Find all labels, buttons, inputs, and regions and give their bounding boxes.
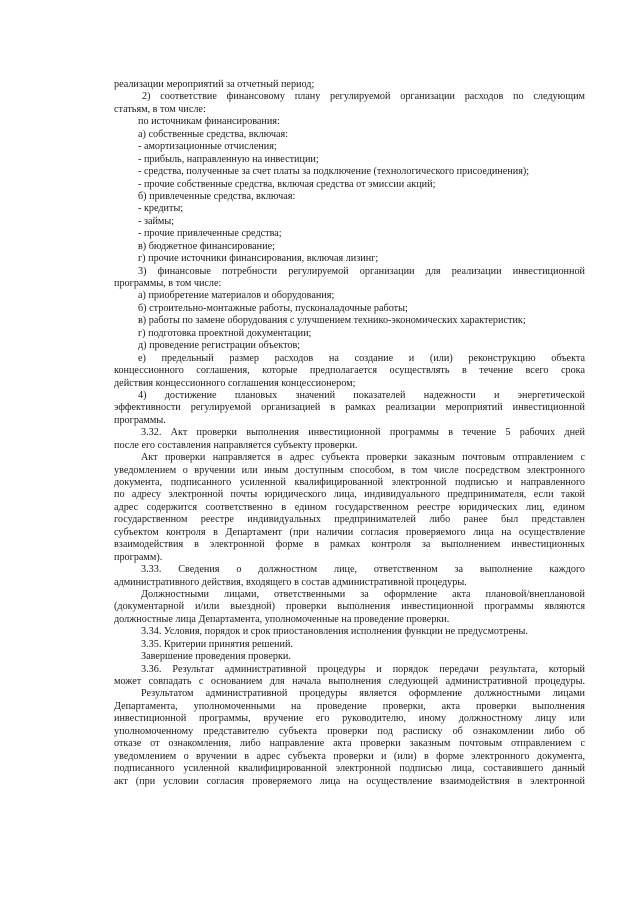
text-line: - прибыль, направленную на инвестиции; [138,153,319,165]
text-line: - прочие привлеченные средства; [138,228,282,240]
text-line: после его составления направляется субъекту проверки. [114,439,358,451]
text-line: - кредиты; [138,203,184,215]
text-line: Должностными лицами, ответственными за оформление акта плановой/внеплановой [141,588,585,600]
text-line: акт (при условии согласия проверяемого лица на осуществление взаимодействия в электронной [114,775,585,787]
text-line: (документарной и/или выездной) проверки выполнения инвестиционной программы являются [114,601,585,613]
text-line: документа, подписанного усиленной квалифицированной электронной подписью и направленного [114,477,585,488]
text-line: программы. [114,414,166,426]
text-line: Результатом административной процедуры является оформление должностными лицами [141,688,585,700]
text-line: а) собственные средства, включая: [138,128,289,140]
text-line: статьям, в том числе: [114,103,206,115]
text-line: 4) достижение плановых значений показателей надежности и энергетической [138,389,585,401]
text-line: программы, в том числе: [114,278,222,289]
text-line: 3.32. Акт проверки выполнения инвестиционной программы в течение 5 рабочих дней [141,427,585,439]
text-line: подписанного усиленной квалифицированной электронной подписью лица, составившего данный [114,763,585,775]
text-line: по источникам финансирования: [138,116,280,128]
text-line: уведомлением о вручении или иным доступным способом, в том числе посредством электронного [114,464,585,476]
text-line: б) привлеченные средства, включая: [138,190,296,202]
text-line: 3.33. Сведения о должностном лице, ответственном за выполнение каждого [141,564,585,576]
text-line: инвестиционной программы, вручение его руководителю, иному должностному лицу или [114,713,585,725]
text-line: е) предельный размер расходов на создание и (или) реконструкцию объекта [138,352,585,364]
text-line: по адресу электронной почты юридического лица, индивидуального предпринимателя, если такой [114,489,585,501]
document-body [114,79,585,788]
text-line: отказе от ознакомления, либо направление акта проверки заказным почтовым отправлением с [114,738,585,750]
text-line: должностные лица Департамента, уполномоченные на проведение проверки. [114,613,450,625]
text-line: эффективности регулируемой организацией в рамках реализации мероприятий инвестиционной [114,402,585,414]
text-line: взаимодействия в электронной форме в рамках контроля за выполнением инвестиционных [114,539,585,551]
text-line: субъектом контроля в Департамент (при наличии согласия проверяемого лица на осуществление [114,526,585,538]
text-line: 3.36. Результат административной процедуры и порядок передачи результата, который [141,663,585,675]
text-line: реализации мероприятий за отчетный период; [114,79,315,90]
text-line: а) приобретение материалов и оборудования; [138,290,335,302]
text-line: - займы; [138,215,175,227]
text-line: действия концессионного соглашения концессионером; [114,377,356,389]
text-line: - амортизационные отчисления; [138,141,277,153]
text-line: Департамента, уполномоченными на проведение проверки, акта проверки выполнения [114,700,585,712]
text-line: д) проведение регистрации объектов; [138,340,301,352]
text-line: 3.34. Условия, порядок и срок приостановления исполнения функции не предусмотрены. [141,626,528,638]
text-line: 2) соответствие финансовому плану регулируемой организации расходов по следующим [142,91,585,103]
text-line: - прочие собственные средства, включая средства от эмиссии акций; [138,178,436,190]
text-line: программ). [114,551,163,563]
text-line: в) бюджетное финансирование; [138,240,275,252]
text-line: 3) финансовые потребности регулируемой организации для реализации инвестиционной [138,265,585,277]
text-line: может совпадать с основанием для начала выполнения следующей административной процедуры. [114,676,585,687]
text-line: концессионного соглашения, которые предполагается осуществлять в течение всего срока [114,365,585,377]
text-line: Акт проверки направляется в адрес субъекта проверки заказным почтовым отправлением с [141,452,585,464]
text-line: г) прочие источники финансирования, включая лизинг; [138,253,379,265]
text-line: уполномоченному представителю субъекта проверки под расписку об ознакомлении либо об [114,725,585,737]
text-line: - средства, полученные за счет платы за подключение (технологического присоединения); [138,166,530,178]
text-line: Завершение проведения проверки. [141,651,291,663]
text-line: г) подготовка проектной документации; [138,327,312,339]
text-line: в) работы по замене оборудования с улучшением технико-экономических характеристик; [138,315,526,327]
text-line: административного действия, входящего в состав административной процедуры. [114,576,467,588]
text-line: государственном реестре индивидуальных предпринимателей либо ранее был представлен [114,514,585,526]
text-line: адрес содержится соответственно в едином государственном реестре юридических лиц, едином [114,501,585,513]
text-line: б) строительно-монтажные работы, пусконаладочные работы; [138,302,408,314]
text-line: 3.35. Критерии принятия решений. [141,638,293,650]
text-line: уведомлением о вручении в адрес субъекта проверки и (или) в форме электронного документа, [114,750,585,762]
